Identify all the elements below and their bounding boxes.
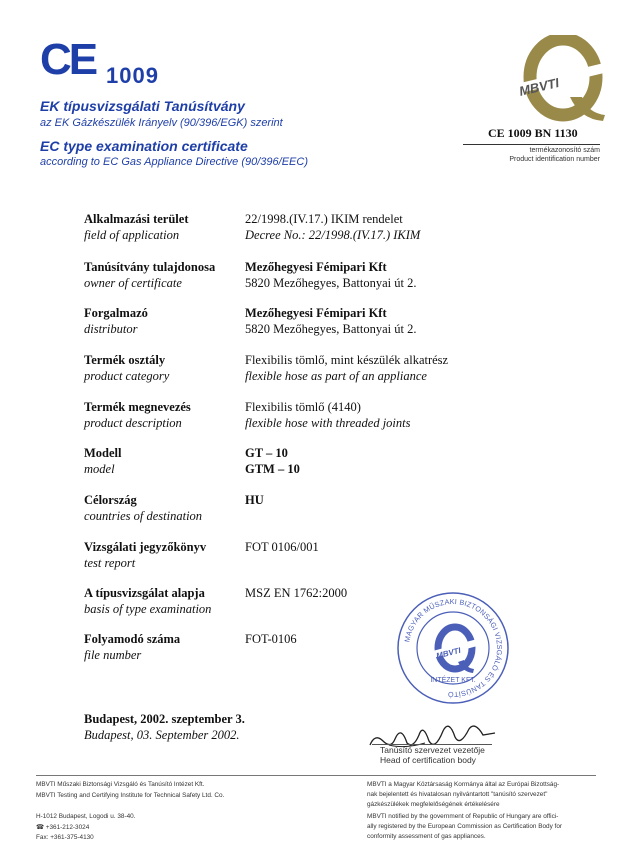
field-label-english: countries of destination [84,509,203,523]
field-label-hungarian: Tanúsítvány tulajdonosa [84,260,216,274]
field-label-hungarian: Vizsgálati jegyzőkönyv [84,540,207,554]
field-value-secondary: flexible hose with threaded joints [245,416,411,430]
logo-text: MBVTI [517,75,561,99]
footer-right-line: ally registered by the European Commission as Certification Body for [367,823,563,830]
product-id-number: CE 1009 BN 1130 [488,126,578,140]
field-value: FOT 0106/001 [245,540,319,554]
footer-divider [36,775,596,776]
issue-date-english: Budapest, 03. September 2002. [84,728,240,742]
field-label-english: test report [84,556,136,570]
field-value: MSZ EN 1762:2000 [245,586,348,600]
ce-notified-body-number: 1009 [106,63,159,88]
official-stamp-icon [395,590,511,706]
field-label-english: product category [84,369,170,383]
field-value-secondary: flexible hose as part of an appliance [245,369,427,383]
footer-right-line: MBVTI a Magyar Köztársaság Kormánya által az Európai Bizottság- [367,781,560,788]
footer-right-line: conformity assessment of gas appliances. [367,833,486,840]
field-value: FOT-0106 [245,632,297,646]
field-label-hungarian: Folyamodó száma [84,632,181,646]
stamp-center-text: MBVTI [435,645,462,661]
ce-mark: CE [40,35,96,84]
field-value: Flexibilis tömlő (4140) [245,400,361,414]
footer-address: H-1012 Budapest, Logodi u. 38-40. [36,813,136,820]
title-english: EC type examination certificate [40,138,248,154]
title-hungarian: EK típusvizsgálati Tanúsítvány [40,98,245,114]
product-id-divider [463,144,600,145]
product-id-label-english: Product identification number [509,156,600,163]
footer-fax: Fax: +361-375-4130 [36,834,94,841]
field-value: GT – 10 [245,446,288,460]
field-value: HU [245,493,264,507]
mbvti-q-logo-icon [508,35,608,127]
field-label-english: basis of type examination [84,602,212,616]
footer-right-line: MBVTI notified by the government of Republic of Hungary are offici- [367,813,559,820]
field-value-secondary: 5820 Mezőhegyes, Battonyai út 2. [245,276,417,290]
field-label-hungarian: Célország [84,493,137,507]
footer-right-line: nak bejelentett és hivatalosan nyilvántartott "tanúsító szervezet" [367,791,548,798]
field-label-english: file number [84,648,142,662]
footer-phone: ☎ +361-212-3024 [36,824,90,831]
field-label-hungarian: A típusvizsgálat alapja [84,586,205,600]
field-label-english: model [84,462,115,476]
field-label-english: owner of certificate [84,276,182,290]
footer-right-line: gázkészülékek megfelelőségének értékelésére [367,801,500,808]
field-label-hungarian: Modell [84,446,122,460]
field-value: 22/1998.(IV.17.) IKIM rendelet [245,212,403,226]
field-value-secondary: 5820 Mezőhegyes, Battonyai út 2. [245,322,417,336]
field-label-hungarian: Termék osztály [84,353,166,367]
field-label-english: distributor [84,322,138,336]
field-label-english: product description [84,416,182,430]
signatory-title-english: Head of certification body [380,755,476,765]
field-value-secondary: GTM – 10 [245,462,300,476]
field-label-english: field of application [84,228,180,242]
field-value-secondary: Decree No.: 22/1998.(IV.17.) IKIM [245,228,421,242]
stamp-ring-text: MAGYAR MŰSZAKI BIZTONSÁGI VIZSGÁLÓ ÉS TANÚSÍTÓ [402,596,505,700]
field-label-hungarian: Termék megnevezés [84,400,191,414]
field-value: Mezőhegyesi Fémipari Kft [245,306,387,320]
stamp-bottom-text: INTÉZET KFT. [430,677,476,684]
signatory-title-hungarian: Tanúsító szervezet vezetője [380,745,485,755]
field-value: Flexibilis tömlő, mint készülék alkatrész [245,353,449,367]
footer-left-line: MBVTI Műszaki Biztonsági Vizsgáló és Tanúsító Intézet Kft. [36,781,205,788]
footer-left-line: MBVTI Testing and Certifying Institute for Technical Safety Ltd. Co. [36,792,225,799]
field-label-hungarian: Forgalmazó [84,306,148,320]
field-value: Mezőhegyesi Fémipari Kft [245,260,387,274]
issue-date-hungarian: Budapest, 2002. szeptember 3. [84,712,245,726]
subtitle-hungarian: az EK Gázkészülék Irányelv (90/396/EGK) szerint [40,117,283,129]
subtitle-english: according to EC Gas Appliance Directive (90/396/EEC) [40,156,308,168]
field-label-hungarian: Alkalmazási terület [84,212,189,226]
product-id-label-hungarian: termékazonosító szám [529,147,600,154]
